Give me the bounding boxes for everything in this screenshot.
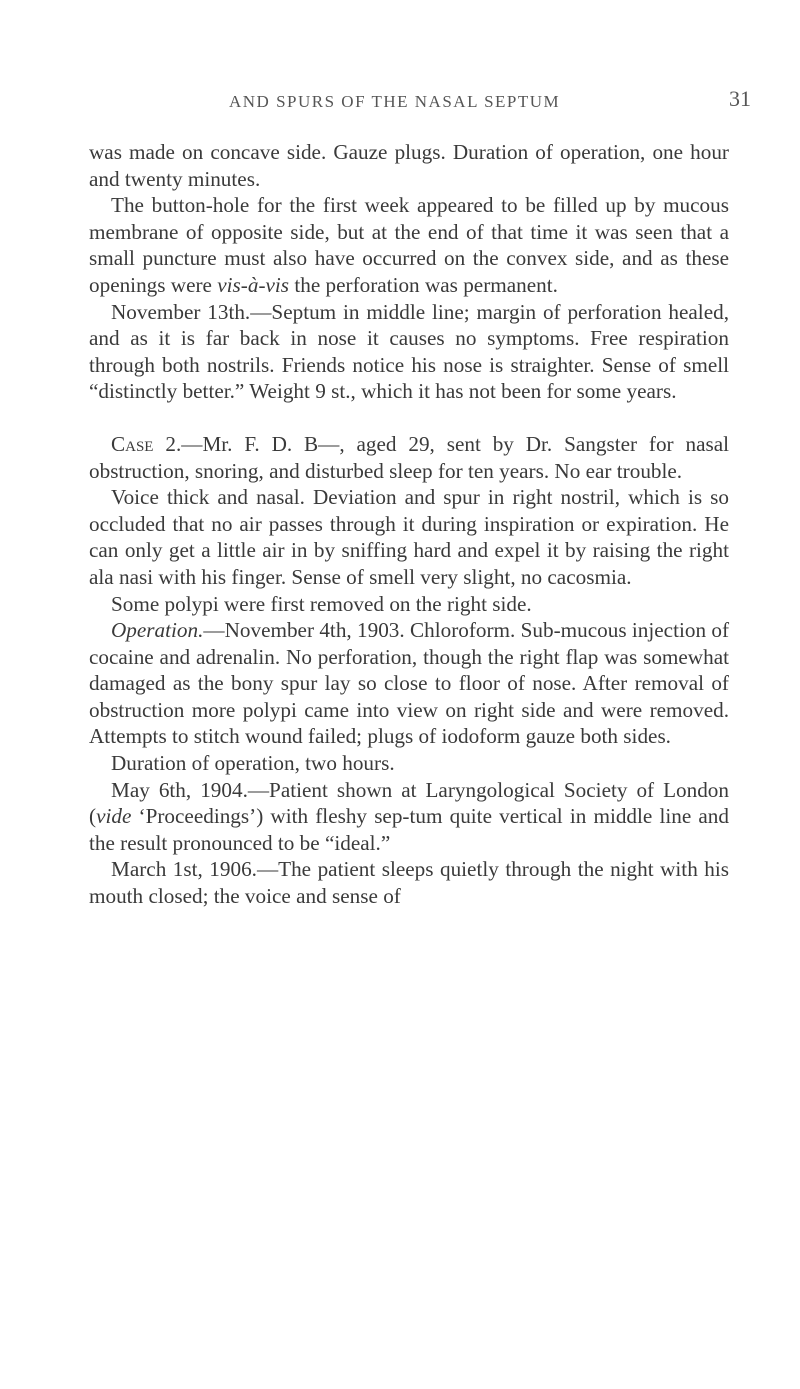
paragraph: Operation.—November 4th, 1903. Chloroform. Sub-mucous injection of cocaine and adrenalin. No perforation, though the right flap was somewhat damaged as the bony spur lay so close to floor of nose. After removal of obstruction more polypi came into view on right side and were removed. Attempts to stitch wound failed; plugs of iodoform gauze both sides. xyxy=(89,618,729,749)
paragraph: Voice thick and nasal. Deviation and spur in right nostril, which is so occluded that no air passes through it during inspiration or expiration. He can only get a little air in by sniffing hard and expel it by raising the right ala nasi with his finger. Sense of smell very slight, no cacosmia. xyxy=(89,485,729,589)
body-text xyxy=(89,139,729,910)
page-number: 31 xyxy=(729,86,751,111)
paragraph: Duration of operation, two hours. xyxy=(111,751,395,776)
paragraph: November 13th.—Septum in middle line; margin of perforation healed, and as it is far back in nose it causes no symptoms. Free respiration through both nostrils. Friends notice his nose is straighter. Sense of smell “distinctly better.” Weight 9 st., which it has not been for some years. xyxy=(89,299,729,404)
running-head: AND SPURS OF THE NASAL SEPTUM xyxy=(229,92,561,111)
paragraph: The button-hole for the first week appeared to be filled up by mucous membrane of opposite side, but at the end of that time it was seen that a small puncture must also have occurred on the convex side, and as these openings were vis-à-vis the perforation was permanent. xyxy=(89,193,729,297)
paragraph: Case 2.—Mr. F. D. B—, aged 29, sent by Dr. Sangster for nasal obstruction, snoring, and disturbed sleep for ten years. No ear trouble. xyxy=(89,431,730,483)
paragraph: March 1st, 1906.—The patient sleeps quietly through the night with his mouth closed; the voice and sense of xyxy=(89,857,729,909)
paragraph: May 6th, 1904.—Patient shown at Laryngological Society of London (vide ‘Proceedings’) with fleshy sep-tum quite vertical in middle line and the result pronounced to be “ideal.” xyxy=(89,777,729,855)
paragraph: Some polypi were first removed on the right side. xyxy=(111,591,532,616)
paragraph: was made on concave side. Gauze plugs. Duration of operation, one hour and twenty minutes. xyxy=(89,140,729,191)
